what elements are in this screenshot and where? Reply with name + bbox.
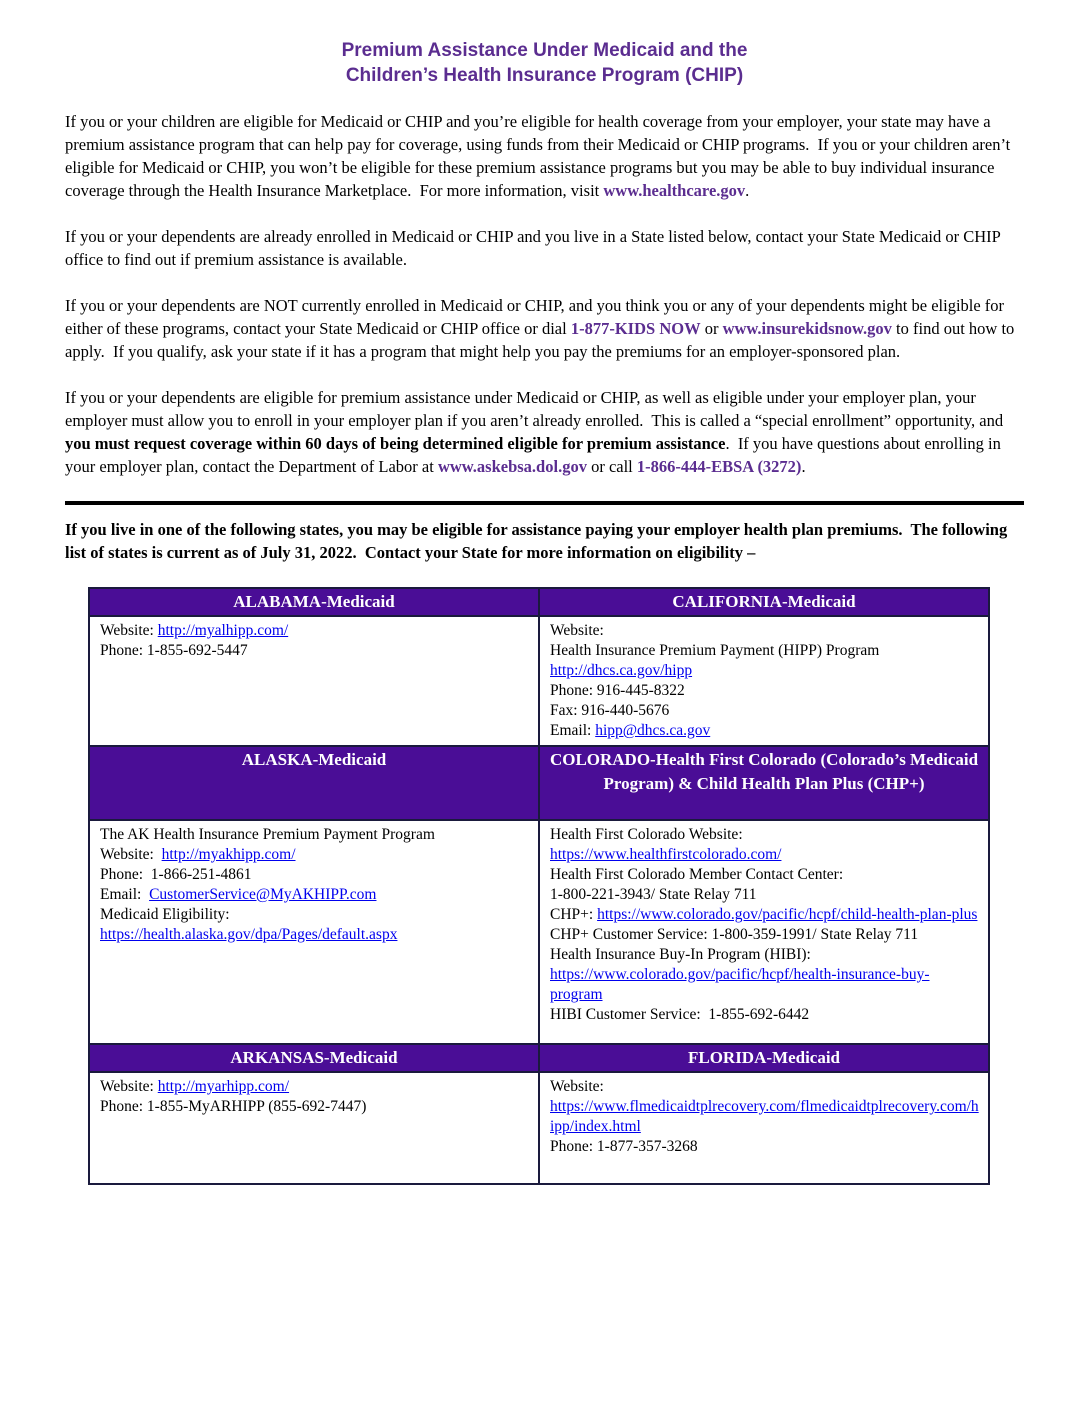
paragraph-text: or <box>700 319 723 338</box>
insurekidsnow-gov-link[interactable]: www.insurekidsnow.gov <box>722 319 892 338</box>
website-label: Health First Colorado Website: <box>550 826 743 843</box>
state-header-alaska: ALASKA-Medicaid <box>89 746 539 820</box>
title-line-1: Premium Assistance Under Medicaid and the <box>341 40 748 61</box>
colorado-hibi-link[interactable]: https://www.colorado.gov/pacific/hcpf/health-insurance-buy-program <box>550 966 930 1003</box>
california-website-link[interactable]: http://dhcs.ca.gov/hipp <box>550 662 693 679</box>
paragraph-text: . If you have questions about enrolling in your employer plan, contact the Department of Labor at <box>65 434 1005 476</box>
paragraph-text: If you or your dependents are already enrolled in Medicaid or CHIP and you live in a State listed below, contact your State Medicaid or CHIP office to find out if premium assistance is available. <box>65 227 1005 269</box>
paragraph-text: . <box>801 457 806 476</box>
state-header-florida: FLORIDA-Medicaid <box>539 1044 989 1072</box>
contact-center-label: Health First Colorado Member Contact Center: <box>550 866 844 883</box>
paragraph-text: If you or your dependents are NOT currently enrolled in Medicaid or CHIP, and you think you or any of your dependents might be eligible for either of these programs, contact your State Medicaid or CHIP office or dial <box>65 296 1009 338</box>
paragraph-text: to find out how to apply. If you qualify, ask your state if it has a program that might help you pay the premiums for an employer-sponsored plan. <box>65 319 1019 361</box>
hibi-customer-service: HIBI Customer Service: 1-855-692-6442 <box>550 1006 810 1023</box>
section-divider <box>65 501 1024 505</box>
phone-line: Phone: 1-855-MyARHIPP (855-692-7447) <box>100 1098 367 1115</box>
phone-line: Phone: 1-877-357-3268 <box>550 1138 698 1155</box>
florida-website-link[interactable]: https://www.flmedicaidtplrecovery.com/flmedicaidtplrecovery.com/hipp/index.html <box>550 1098 979 1135</box>
sixty-days-bold-text: you must request coverage within 60 days of being determined eligible for premium assistance <box>65 434 726 453</box>
paragraph-text: If you live in one of the following states, you may be eligible for assistance paying your employer health plan premiums. The following list of states is current as of July 31, 2022. Contact your State for more information on eligibility – <box>65 520 1012 562</box>
paragraph-text: or call <box>586 457 637 476</box>
email-label: Email: <box>100 886 150 903</box>
askebsa-dol-gov-link[interactable]: www.askebsa.dol.gov <box>437 457 587 476</box>
colorado-chp-link[interactable]: https://www.colorado.gov/pacific/hcpf/child-health-plan-plus <box>597 906 978 923</box>
arkansas-website-link[interactable]: http://myarhipp.com/ <box>157 1078 290 1095</box>
email-label: Email: <box>550 722 596 739</box>
paragraph-special-enrollment <box>65 386 1024 478</box>
table-header-row <box>89 588 989 616</box>
table-row <box>89 616 989 746</box>
email-line <box>550 721 980 741</box>
state-header-colorado: COLORADO-Health First Colorado (Colorado’s Medicaid Program) & Child Health Plan Plus (CHP+) <box>539 746 989 820</box>
chp-label: CHP+: <box>550 906 598 923</box>
website-label: Website: <box>550 1078 604 1095</box>
table-header-row <box>89 1044 989 1072</box>
document-title <box>65 38 1024 88</box>
paragraph-already-enrolled <box>65 225 1024 271</box>
state-cell-alaska <box>89 820 539 1044</box>
alaska-eligibility-link[interactable]: https://health.alaska.gov/dpa/Pages/default.aspx <box>100 926 398 943</box>
medicaid-eligibility-label: Medicaid Eligibility: <box>100 906 230 923</box>
email-line <box>100 885 530 905</box>
state-header-arkansas: ARKANSAS-Medicaid <box>89 1044 539 1072</box>
state-cell-arkansas <box>89 1072 539 1184</box>
phone-line: Phone: 1-855-692-5447 <box>100 642 248 659</box>
hibi-line <box>550 965 980 1005</box>
healthcare-gov-link[interactable]: www.healthcare.gov <box>603 181 746 200</box>
alabama-website-link[interactable]: http://myalhipp.com/ <box>157 622 289 639</box>
alaska-email-link[interactable]: CustomerService@MyAKHIPP.com <box>149 886 377 903</box>
state-cell-colorado <box>539 820 989 1044</box>
website-line <box>550 845 980 865</box>
kids-now-phone-link[interactable]: 1-877-KIDS NOW <box>570 319 701 338</box>
website-line <box>100 845 530 865</box>
colorado-website-link[interactable]: https://www.healthfirstcolorado.com/ <box>550 846 782 863</box>
chp-customer-service: CHP+ Customer Service: 1-800-359-1991/ State Relay 711 <box>550 926 919 943</box>
website-label: Website: <box>550 622 604 639</box>
state-header-california: CALIFORNIA-Medicaid <box>539 588 989 616</box>
title-line-2: Children’s Health Insurance Program (CHIP) <box>345 65 744 86</box>
paragraph-text: If you or your dependents are eligible for premium assistance under Medicaid or CHIP, as well as eligible under your employer plan, your employer must allow you to enroll in your employer plan if you aren’t already enrolled. This is called a “special enrollment” opportunity, and <box>65 388 1008 430</box>
eligibility-line <box>100 925 530 945</box>
california-email-link[interactable]: hipp@dhcs.ca.gov <box>595 722 711 739</box>
chp-line <box>550 905 980 925</box>
program-name: Health Insurance Premium Payment (HIPP) Program <box>550 642 880 659</box>
paragraph-text: . <box>745 181 750 200</box>
state-cell-florida <box>539 1072 989 1184</box>
contact-center-phone: 1-800-221-3943/ State Relay 711 <box>550 886 757 903</box>
alaska-website-link[interactable]: http://myakhipp.com/ <box>161 846 296 863</box>
paragraph-marketplace <box>65 110 1024 202</box>
paragraph-states-intro <box>65 518 1024 564</box>
states-table <box>88 587 990 1185</box>
fax-line: Fax: 916-440-5676 <box>550 702 670 719</box>
table-header-row <box>89 746 989 820</box>
state-header-alabama: ALABAMA-Medicaid <box>89 588 539 616</box>
state-cell-california <box>539 616 989 746</box>
phone-line: Phone: 1-866-251-4861 <box>100 866 252 883</box>
program-name: The AK Health Insurance Premium Payment Program <box>100 826 435 843</box>
website-label: Website: <box>100 622 158 639</box>
website-line <box>100 1077 530 1097</box>
paragraph-not-enrolled <box>65 294 1024 363</box>
website-line <box>550 1097 980 1137</box>
website-line <box>100 621 530 641</box>
hibi-program-label: Health Insurance Buy-In Program (HIBI): <box>550 946 811 963</box>
state-cell-alabama <box>89 616 539 746</box>
table-row <box>89 820 989 1044</box>
phone-line: Phone: 916-445-8322 <box>550 682 685 699</box>
paragraph-text: If you or your children are eligible for Medicaid or CHIP and you’re eligible for health coverage from your employer, your state may have a premium assistance program that can help pay for coverage, using funds from their Medicaid or CHIP programs. If you or your children aren’t eligible for Medicaid or CHIP, you won’t be eligible for these premium assistance programs but you may be able to buy individual insurance coverage through the Health Insurance Marketplace. For more information, visit <box>65 112 1015 200</box>
ebsa-phone-link[interactable]: 1-866-444-EBSA (3272) <box>636 457 802 476</box>
website-line <box>550 661 980 681</box>
website-label: Website: <box>100 846 162 863</box>
website-label: Website: <box>100 1078 158 1095</box>
table-row <box>89 1072 989 1184</box>
